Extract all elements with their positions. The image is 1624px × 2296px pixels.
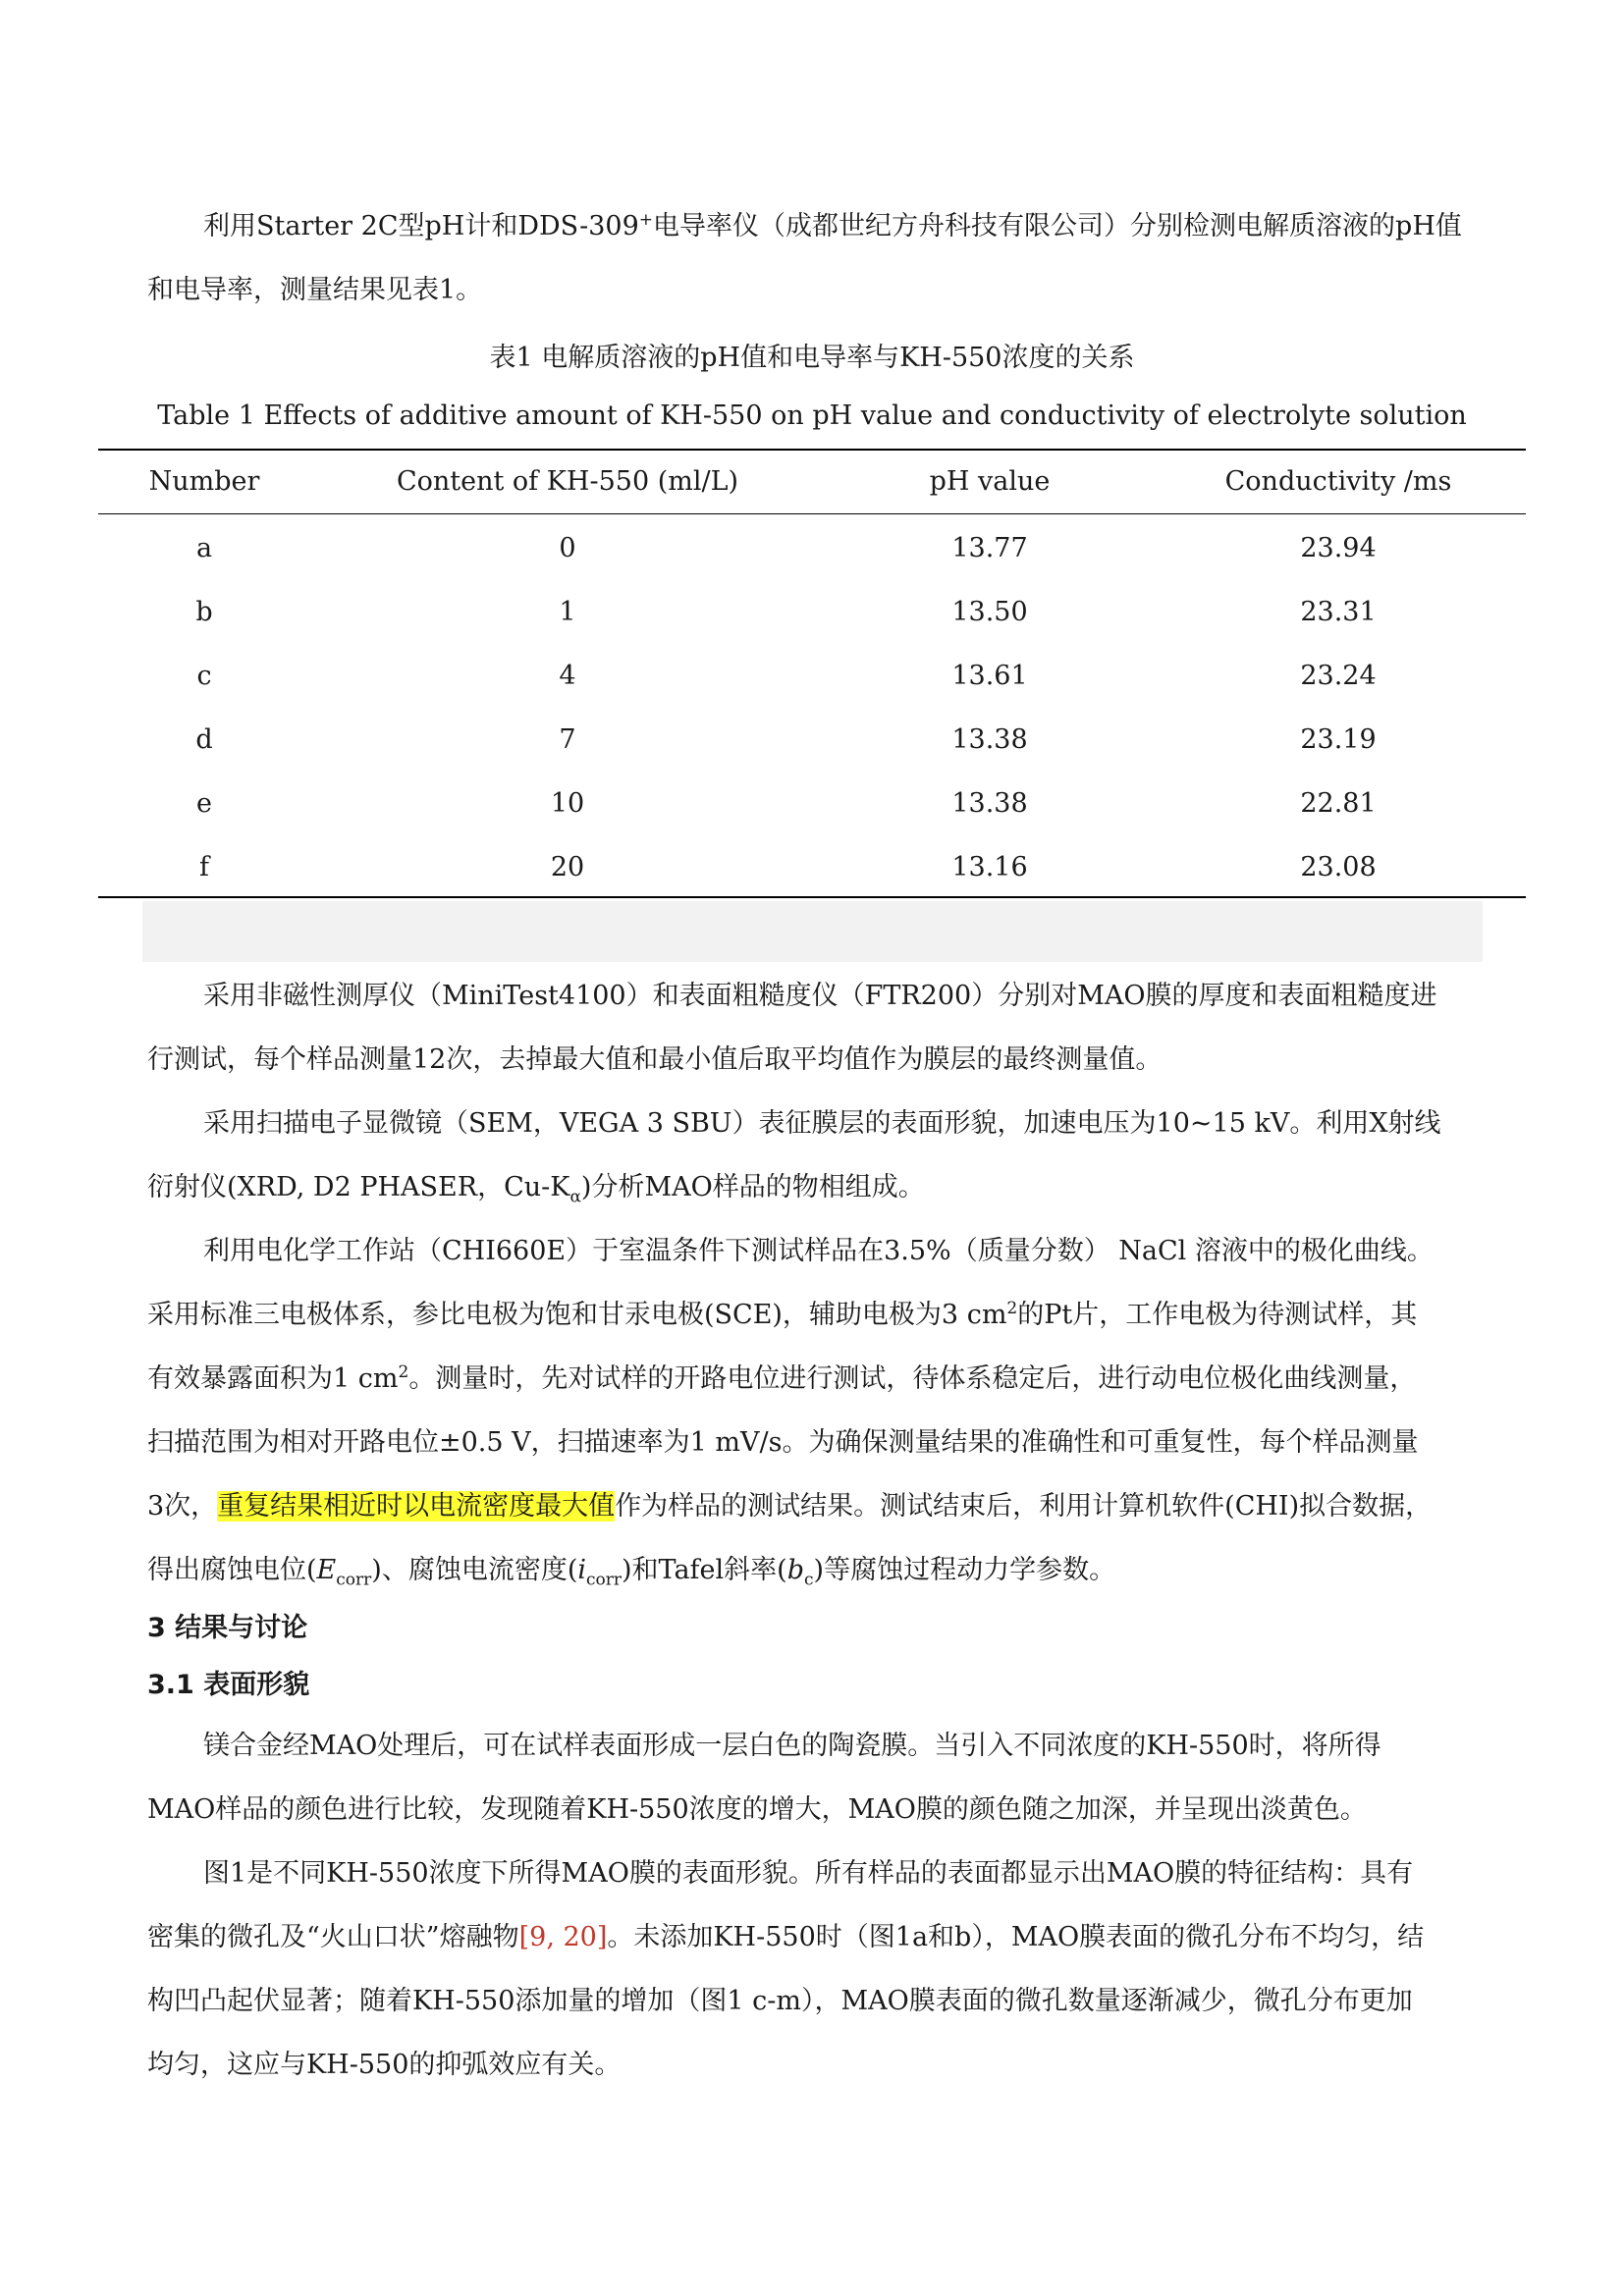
para-line: 扫描范围为相对开路电位±0.5 V，扫描速率为1 mV/s。为确保测量结果的准确性和可重复性，每个样品测量	[147, 1427, 1419, 1458]
cell-ph: 13.61	[951, 661, 1028, 691]
table-bottom-rule	[98, 896, 1526, 898]
para-line: 行测试，每个样品测量12次，去掉最大值和最小值后取平均值作为膜层的最终测量值。	[147, 1044, 1163, 1075]
cell-ph: 13.38	[951, 788, 1028, 819]
column-header-conductivity: Conductivity /ms	[1224, 466, 1452, 497]
table-header-rule	[98, 513, 1526, 514]
cell-ph: 13.16	[951, 852, 1028, 882]
para-line: 和电导率，测量结果见表1。	[147, 275, 483, 305]
para-line: 采用标准三电极体系，参比电极为饱和甘汞电极(SCE)，辅助电极为3 $cm^2$的Pt片，工作电极为待测试样，其	[147, 1299, 1418, 1330]
cell-number: f	[199, 852, 209, 882]
cell-ph: 13.38	[951, 724, 1028, 755]
thickness-paragraph	[147, 964, 1483, 1092]
table-footer-band	[142, 901, 1483, 962]
para-line: 均匀，这应与KH-550的抑弧效应有关。	[147, 2050, 622, 2080]
cell-content: 1	[559, 597, 576, 627]
cell-conductivity: 23.94	[1300, 533, 1377, 563]
para-line: 密集的微孔及“火山口状”熔融物[9, 20]。未添加KH-550时（图1a和b），MAO膜表面的微孔分布不均匀，结	[147, 1922, 1425, 1952]
cell-content: 10	[550, 788, 585, 819]
cell-number: e	[196, 788, 212, 819]
cell-content: 4	[559, 661, 576, 691]
para-line: 有效暴露面积为1 $cm^2$。测量时，先对试样的开路电位进行测试，待体系稳定后，进行动电位极化曲线测量，	[147, 1362, 1417, 1394]
para-line: MAO样品的颜色进行比较，发现随着KH-550浓度的增大，MAO膜的颜色随之加深，并呈现出淡黄色。	[147, 1794, 1367, 1825]
table-caption-cn: 表1 电解质溶液的pH值和电导率与KH-550浓度的关系	[489, 343, 1135, 373]
para-line: 采用扫描电子显微镜（SEM，VEGA 3 SBU）表征膜层的表面形貌，加速电压为10~15 kV。利用X射线	[203, 1108, 1441, 1139]
subsection-heading: 3.1 表面形貌	[147, 1670, 310, 1700]
cell-conductivity: 23.08	[1300, 852, 1377, 882]
intro-paragraph	[147, 194, 1483, 322]
para-line: 衍射仪(XRD, D2 PHASER，$Cu-K_\alpha$)分析MAO样品的物相组成。	[147, 1172, 925, 1207]
cell-content: 0	[559, 533, 576, 563]
column-header-number: Number	[148, 466, 260, 497]
para-line: 利用电化学工作站（CHI660E）于室温条件下测试样品在3.5%（质量分数） NaCl 溶液中的极化曲线。	[203, 1236, 1434, 1266]
cell-conductivity: 23.31	[1300, 597, 1377, 627]
para-line: 3次，重复结果相近时以电流密度最大值作为样品的测试结果。测试结束后，利用计算机软件(CHI)拟合数据，	[147, 1491, 1433, 1522]
highlighted-text: 重复结果相近时以电流密度最大值	[217, 1491, 616, 1522]
para-line: 构凹凸起伏显著；随着KH-550添加量的增加（图1 c-m），MAO膜表面的微孔数量逐渐减少，微孔分布更加	[147, 1986, 1413, 2016]
table-caption-en: Table 1 Effects of additive amount of KH-550 on pH value and conductivity of electrolyte solution	[157, 400, 1467, 431]
table-top-rule	[98, 449, 1526, 451]
cell-ph: 13.77	[951, 533, 1028, 563]
citation-link[interactable]: [9, 20]	[518, 1922, 608, 1952]
para-line: 采用非磁性测厚仪（MiniTest4100）和表面粗糙度仪（FTR200）分别对MAO膜的厚度和表面粗糙度进	[203, 981, 1437, 1011]
cell-number: d	[195, 724, 213, 755]
section-heading: 3 结果与讨论	[147, 1613, 308, 1643]
para-line: 图1是不同KH-550浓度下所得MAO膜的表面形貌。所有样品的表面都显示出MAO膜的特征结构：具有	[203, 1858, 1414, 1889]
morphology-paragraph	[147, 1842, 1483, 2097]
cell-content: 7	[559, 724, 576, 755]
cell-number: c	[196, 661, 212, 691]
cell-conductivity: 23.24	[1300, 661, 1377, 691]
para-line: 镁合金经MAO处理后，可在试样表面形成一层白色的陶瓷膜。当引入不同浓度的KH-550时，将所得	[203, 1731, 1381, 1761]
cell-ph: 13.50	[951, 597, 1028, 627]
column-header-content: Content of KH-550 (ml/L)	[396, 466, 739, 497]
cell-conductivity: 22.81	[1300, 788, 1377, 819]
cell-conductivity: 23.19	[1300, 724, 1377, 755]
para-line: 利用Starter 2C型pH计和DDS-309+电导率仪（成都世纪方舟科技有限公司）分别检测电解质溶液的pH值	[203, 210, 1462, 241]
cell-number: b	[195, 597, 213, 627]
cell-content: 20	[550, 852, 585, 882]
color-paragraph	[147, 1714, 1483, 1842]
para-line: 得出腐蚀电位$(E_{corr})$、腐蚀电流密度$(i_{corr})$和Tafel斜率$(b_c)$等腐蚀过程动力学参数。	[147, 1555, 1116, 1590]
cell-number: a	[195, 533, 213, 563]
column-header-ph: pH value	[929, 466, 1051, 497]
electrochem-paragraph	[147, 1219, 1483, 1602]
sem-paragraph	[147, 1092, 1483, 1219]
